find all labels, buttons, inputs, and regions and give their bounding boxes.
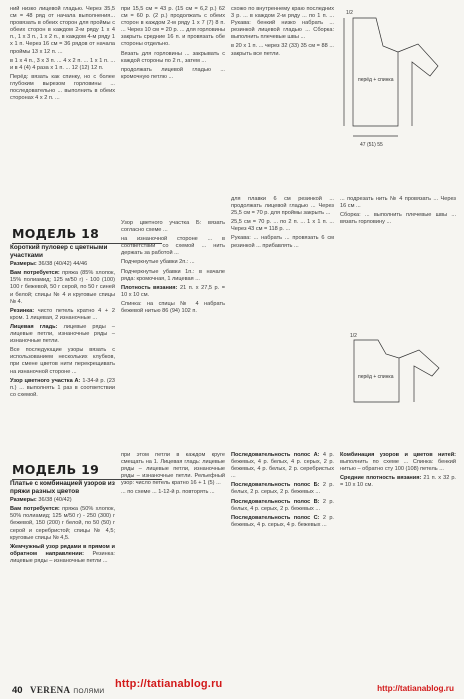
- model19-col-3: [231, 452, 334, 531]
- model18-col-1: Короткий пуловер с цветными участками Размеры: 36/38 (40/42) 44/46 Вам потребуется: пряжа (85% хлопок, 15% полиамид; 125 м/50 г) - 100 (100) 100 г бежевой, 50 г серой, по 50 г синей и белой; спицы № 4 и круговые спицы № 4. Резинка: чисто петель кратно 4 + 2 кром. 1 лицевая, 2 изнаночные ... Лицевая гладь: лицевые ряды – лицевые петли, изнаночные ряды – изнаночные петли. Все последующие узоры вязать с использованием нескольких клубков, при смене цветов нити перекрещивать на изнаночной стороне ... Узор цветного участка А: 1-34-й р. (23 п.) ... выполнять 1 раз в соответствии со схемой.: [10, 244, 115, 398]
- model18-subtitle: Короткий пуловер с цветными участками: [10, 244, 108, 259]
- model18-col4-text: ... подрезать нить № 4 провязать ... Через 16 см ...: [340, 196, 456, 210]
- model18-sizes-label: Размеры:: [10, 261, 37, 268]
- top-col-3: схожо по внутреннему краю последних 3 р. ... в каждом 2-м ряду ... по 1 п. ... Рукава: бенкий низко набрать ... резинкой лицевой гладью ... Сборка: выполнить плечевые швы ... в 20 х 1 п. ... через 32 (33) 35 см = 88 ... закрыть все петли.: [231, 6, 334, 57]
- model18-col-3: для плавки 6 см резинкой ... продолжать лицевой гладью ... Через 25,5 см = 70 р. для проймы закрыть ... 25,5 см = 70 р. ... по 2 п. ... 1 х 1 п. ... Через 43 см = 118 р. ... Рукава: ... набрать ... провязать 6 см резинкой ... прибавлять ...: [231, 196, 334, 249]
- model19-seq: 4 р. бежевых, 4 р. белых, 4 р. серых, 2 р. бежевых, 4 р. белых, 2 р. серебристых ...: [231, 452, 334, 480]
- model19-combo: выполнить по схеме ... Спинка: бенкий нитью – обратно сту 100 (108) петель ...: [340, 459, 456, 473]
- model19-seq-title: Последовательность полос А:: [231, 452, 320, 458]
- top-col-1: ний низко лицевой гладью. Через 35,5 см = 48 ряд от начала выполнения... провязать в обеих сторон для проймы с обеих сторон в каждом 2-м ряду 1 х 4 п., 1 х 3 п., 1 х 2 п., в каждом 4-м ряду 1 х 1 п. Через 16 см = 36 рядов от начала проймы 13 х 12 п. ... в 1 х 4 п., 3 х 3 п. ... 4 х 2 п. ... 1 х 1 п. ... и в 4 (4) 4 раза х 1 п. ... 12 (12) 12 п. Перёд: вязать как спинку, но с более глубоким вырезом горловины ... последовательно ... выполнить в обеих сторонах 4 х 2 п. ...: [10, 6, 115, 102]
- model19-combo-label: Комбинация узоров и цветов нитей:: [340, 452, 456, 458]
- model19-materials: пряжа (50% хлопок, 50% полиамид; 125 м/50 г) - 250 (300) г бежевой, 150 (200) г белой, по 50 (50) г серой и серебристой; спицы № 4,5; круговые спицы № 4,5.: [10, 506, 115, 541]
- diagram1-side-label: перёд + спинка: [358, 77, 394, 83]
- model19-sizes-label: Размеры:: [10, 497, 37, 504]
- model19-col2-text: при этом петли в каждом круге смещать на 1. Лицевая гладь: лицевые ряды – лицевые петли, изнаночные ряды – изнаночные петли. Рельефный узор: число петель кратно 16 + 1 (5) ...: [121, 452, 225, 487]
- model19-pattern: Резинка: лицевые ряды – изнаночные петли ...: [10, 550, 115, 564]
- model19-seq2: 2 р. белых, 2 р. серых, 2 р. бежевых ...: [231, 482, 334, 496]
- model18-pattern-label: Узор цветного участка А:: [10, 377, 81, 384]
- model18-col-4: ... подрезать нить № 4 провязать ... Через 16 см ... Сборка: ... выполнить плечевые швы ... вязать горловину ...: [340, 196, 456, 226]
- model18-stst-label: Лицевая гладь:: [10, 323, 58, 330]
- model18-density-label: Плотность вязания:: [121, 284, 178, 291]
- model19-col-4: [340, 452, 456, 491]
- model19-seq3: 2 р. белых, 4 р. серых, 2 р. бежевых ...: [231, 498, 334, 512]
- watermark-url-center[interactable]: http://tatianablog.ru: [115, 678, 223, 690]
- model19-col-1: [10, 480, 115, 567]
- model18-sizes: 36/38 (40/42) 44/46: [38, 261, 88, 268]
- model18-note: Спинка: на спицы № 4 набрать бежевой нитью 86 (94) 102 п.: [121, 300, 225, 315]
- model18-materials-label: Вам потребуется:: [10, 270, 60, 277]
- diagram2-label: 1/2: [350, 333, 357, 339]
- top-col-2: при 15,5 см = 43 р. (15 см = 6,2 р.) 62 см = 60 р. (2 р.) продолжать с обеих сторон в каждом 2-м ряду 1 х 7 (7) 8 п. ... Через 10 см = 20 р. ... для горловины закрыть средние 16 п. и провязать обе стороны отдельно. Вязать для горловины ... закрывать с каждой стороны по 2 п., затем ... продолжать лицевой гладью ... кромочную петлю ...: [121, 6, 225, 80]
- watermark-url-right[interactable]: http://tatianablog.ru: [377, 684, 454, 693]
- schematic-diagram-1: [338, 6, 456, 162]
- top-col3-text: схожо по внутреннему краю последних 3 р. ... в каждом 2-м ряду ... по 1 п. ... Рукава: бенкий низко набрать ... резинкой лицевой гладью ... Сборка: выполнить плечевые швы ...: [231, 6, 334, 41]
- model19-seq3-title: Последовательность полос В:: [231, 498, 320, 505]
- top-col1-text: ний низко лицевой гладью. Через 35,5 см = 48 ряд от начала выполнения... провязать в обеих сторон для проймы с обеих сторон в каждом 2-м ряду 1 х 4 п., 1 х 3 п., 1 х 2 п., в каждом 4-м ряду 1 х 1 п. Через 16 см = 36 рядов от начала проймы 13 х 12 п. ...: [10, 6, 115, 55]
- model19-density-label: Средние плотность вязания:: [340, 475, 422, 482]
- model-19-title: МОДЕЛЬ 19: [12, 462, 99, 477]
- diagram2-side-label: перёд + спинка: [358, 374, 394, 380]
- model19-sizes: 36/38 (40/42): [38, 497, 72, 504]
- model18-pattern2: Узор цветного участка Б: вязать согласно схеме ...: [121, 220, 225, 234]
- brand-logo: VERENA ПОЛЯМИ: [30, 685, 105, 695]
- top-col2-text: при 15,5 см = 43 р. (15 см = 6,2 р.) 62 см = 60 р. (2 р.) продолжать с обеих сторон в каждом 2-м ряду 1 х 7 (7) 8 п. ... Через 10 см = 20 р. ... для горловины закрыть средние 16 п. и провязать обе стороны отдельно.: [121, 6, 225, 48]
- model18-stst: лицевые ряды – лицевые петли, изнаночные ряды – изнаночные петли.: [10, 323, 115, 345]
- model19-seq2-title: Последовательность полос Б:: [231, 482, 320, 489]
- diagram1-bottom-dims: 47 (51) 55: [360, 142, 383, 148]
- model19-seq4-title: Последовательность полос С:: [231, 514, 320, 521]
- model19-seq4: 2 р. бежевых, 4 р. серых, 4 р. бежевых ...: [231, 514, 334, 528]
- schematic-diagram-2: [344, 330, 456, 412]
- model18-decreases: Подчеркнутые убавки 2п.: ...: [121, 259, 195, 266]
- model19-col-2: при этом петли в каждом круге смещать на 1. Лицевая гладь: лицевые ряды – лицевые петли, изнаночные ряды – изнаночные петли. Рельефный узор: число петель кратно 16 + 1 (5) ... ... по схеме ... 1-12-й р. повторять ...: [121, 452, 225, 496]
- model18-rib: чисто петель кратно 4 + 2 кром. 1 лицевая, 2 изнаночные ...: [10, 307, 115, 321]
- model19-density: 21 п. x 32 р. = 10 x 10 см.: [340, 475, 456, 489]
- model18-rib-label: Резинка:: [10, 307, 35, 314]
- page-number: 40: [12, 685, 23, 696]
- model-18-title: МОДЕЛЬ 18: [12, 226, 99, 241]
- model18-col-2: Узор цветного участка Б: вязать согласно схеме ... на изнаночной стороне ... в соответствии со схемой ... нить держать за работой ... Подчеркнутые убавки 2п.: ... Подчеркнутые убавки 1п.: в начале ряда: кромочная, 1 лицевая ... Плотность вязания: 21 п. x 27,5 р. = 10 x 10 см. Спинка: на спицы № 4 набрать бежевой нитью 86 (94) 102 п.: [121, 220, 225, 315]
- model18-materials: пряжа (85% хлопок, 15% полиамид; 125 м/50 г) - 100 (100) 100 г бежевой, 50 г серой, по 50 г синей и белой; спицы № 4 и круговые спицы № 4.: [10, 270, 115, 305]
- model18-density: 21 п. x 27,5 р. = 10 x 10 см.: [121, 284, 225, 298]
- diagram1-label: 1/2: [346, 10, 353, 16]
- model19-materials-label: Вам потребуется:: [10, 506, 60, 513]
- model19-subtitle: Платье с комбинацией узоров из пряжи разных цветов: [10, 480, 115, 495]
- model18-col3-text: для плавки 6 см резинкой ... продолжать лицевой гладью ... Через 25,5 см = 70 р. для проймы закрыть ...: [231, 196, 334, 217]
- model19-pattern-label: Жемчужный узор рядами в прямом и обратном направлении:: [10, 543, 115, 557]
- model18-pattern: 1-34-й р. (23 п.) ... выполнять 1 раз в соответствии со схемой.: [10, 377, 115, 398]
